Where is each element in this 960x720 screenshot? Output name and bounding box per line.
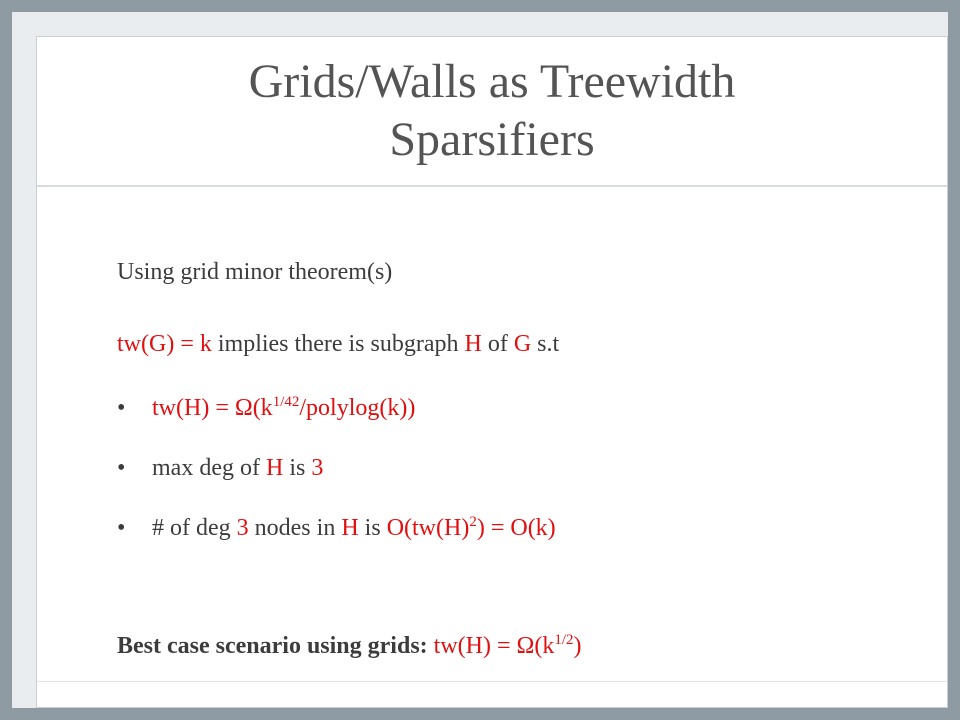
statement-h: H	[464, 331, 482, 357]
bullet-2-h: H	[265, 455, 284, 481]
bullet-1-exponent: 1/42	[272, 394, 300, 410]
bullet-3-text-2: nodes in	[248, 515, 342, 541]
title-line-1: Grids/Walls as Treewidth	[248, 55, 736, 108]
bullet-3-bound	[387, 515, 556, 541]
conclusion-label: Best case scenario using grids:	[117, 633, 428, 659]
statement-text-3: s.t	[531, 331, 560, 357]
bullet-3-text-3: is	[358, 515, 387, 541]
bullet-3-exponent: 2	[469, 514, 477, 530]
footer-strip	[37, 681, 947, 707]
slide-title	[102, 53, 882, 169]
bullet-3-three: 3	[236, 515, 249, 541]
statement-g: G	[513, 331, 532, 357]
title-line-2: Sparsifiers	[389, 113, 595, 166]
bullet-marker: •	[117, 455, 126, 481]
bullet-item-3	[117, 515, 556, 542]
bullet-item-2	[117, 455, 323, 482]
statement-text-1: implies there is subgraph	[211, 331, 465, 357]
bullet-3-h: H	[341, 515, 359, 541]
bullet-3-text-1: # of deg	[152, 515, 237, 541]
bullet-2-text-1: max deg of	[152, 455, 266, 481]
bullet-1-text	[152, 395, 415, 421]
statement-tw-g: tw(G) = k	[117, 331, 212, 357]
bullet-2-three: 3	[311, 455, 324, 481]
title-area	[37, 37, 947, 185]
bullet-1-part-2: /polylog(k))	[299, 395, 416, 421]
bullet-2-text-2: is	[283, 455, 312, 481]
statement-line	[117, 331, 559, 358]
conclusion-part-1: tw(H) = Ω(k	[427, 633, 555, 659]
bullet-marker: •	[117, 515, 126, 541]
conclusion-formula	[428, 633, 582, 659]
slide-frame	[12, 12, 948, 708]
conclusion-part-2: )	[573, 633, 582, 659]
slide	[36, 36, 948, 708]
bullet-marker: •	[117, 395, 126, 421]
bullet-1-part-1: tw(H) = Ω(k	[152, 395, 273, 421]
conclusion-exponent: 1/2	[554, 632, 574, 648]
bullet-3-bound-part-1: O(tw(H)	[386, 515, 470, 541]
bullet-item-1	[117, 395, 415, 422]
statement-text-2: of	[481, 331, 514, 357]
title-divider	[37, 185, 947, 187]
bullet-3-bound-part-2: ) = O(k)	[476, 515, 556, 541]
conclusion-line	[117, 633, 582, 660]
intro-text: Using grid minor theorem(s)	[117, 259, 393, 285]
intro-line	[117, 259, 392, 286]
